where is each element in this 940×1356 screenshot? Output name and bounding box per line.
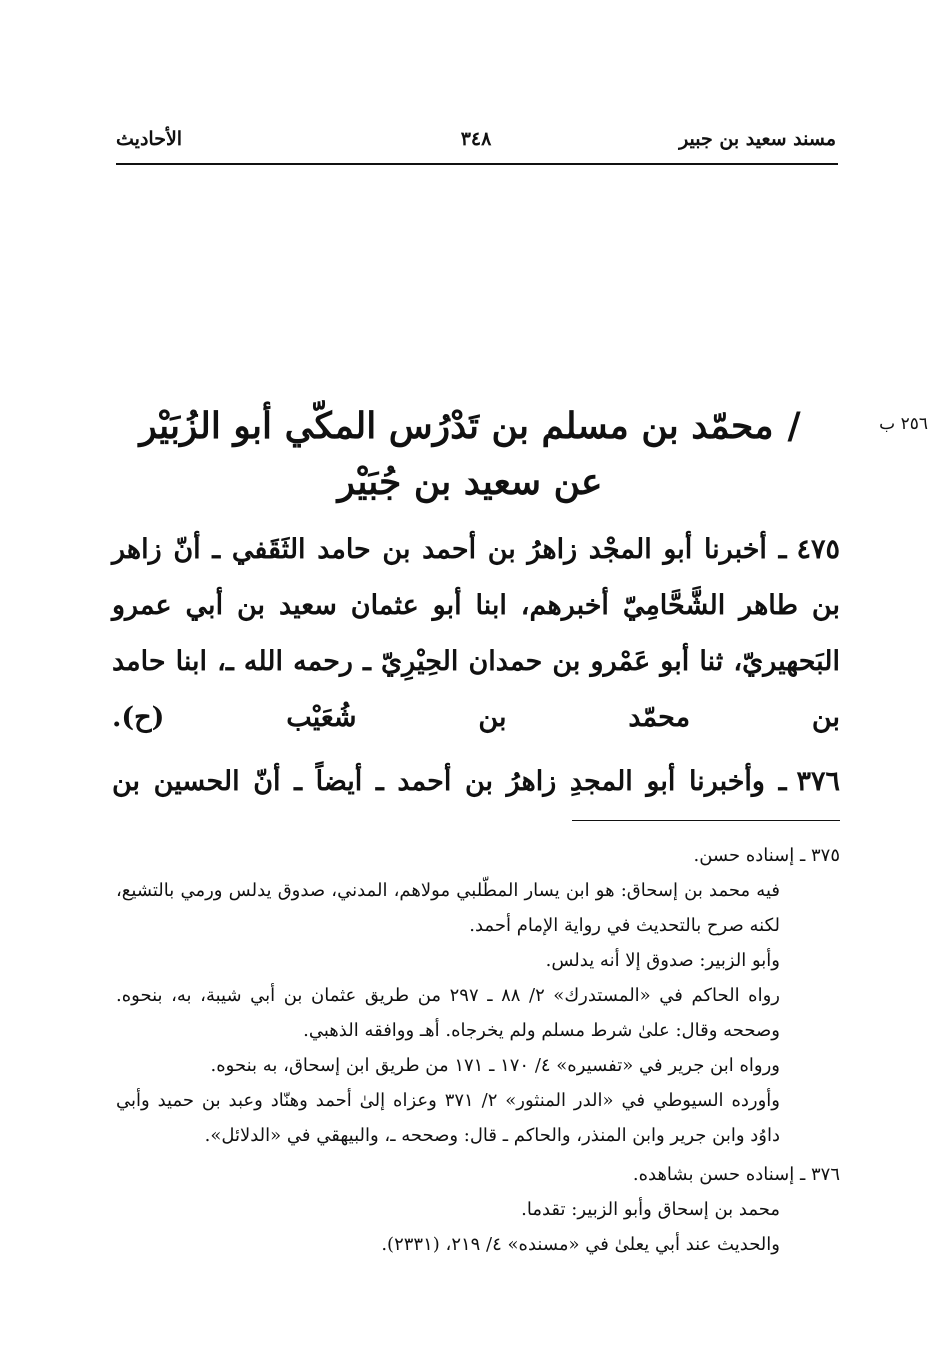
footnotes [116,838,840,1266]
footnote-separator [572,820,840,821]
hadith-text: ـ وأخبرنا أبو المجدِ زاهرُ بن أحمد ـ أيضاً ـ أنّ الحسين بن [112,766,787,797]
title-slash: / [787,405,801,447]
book-title: مسند سعيد بن جبير [679,128,836,150]
hadith-paragraph [112,522,840,746]
chapter-title [130,398,810,510]
hadith-number: ٤٧٥ [796,534,840,565]
hadith-paragraph [112,754,840,810]
chapter-title-line-2: عن سعيد بن جُبَيْر [337,461,603,503]
footnote-line: وأبو الزبير: صدوق إلا أنه يدلس. [545,950,780,971]
hadith-number: ٣٧٦ [796,766,840,797]
main-text [112,522,840,818]
hadith-text: ـ أخبرنا أبو المجْد زاهرُ بن أحمد بن حامد الثَقَفي ـ أنّ زاهر بن طاهر الشَّحَّامِيّ أخبرهم، ابنا أبو عثمان سعيد بن أبي عمرو البَحهيريّ، ثنا أبو عَمْرو بن حمدان الحِيْرِيّ ـ رحمه الله ـ، ابنا حامد بن محمّد بن شُعَيْب (ح). [112,534,840,733]
page-number: ٣٤٨ [460,128,492,150]
footnote-line: وأورده السيوطي في «الدر المنثور» ٢/ ٣٧١ وعزاه إلىٰ أحمد وهنّاد وعبد بن حميد وأبي داوُد وابن جرير وابن المنذر، والحاكم ـ قال: وصححه ـ، والبيهقي في «الدلائل». [116,1090,780,1146]
footnote-375 [116,838,840,1153]
footnote-line: محمد بن إسحاق وأبو الزبير: تقدما. [521,1199,780,1220]
footnote-line: فيه محمد بن إسحاق: هو ابن يسار المطّلبي مولاهم، المدني، صدوق يدلس ورمي بالتشيع، لكنه صرح بالتحديث في رواية الإمام أحمد. [116,880,780,936]
footnote-line: والحديث عند أبي يعلىٰ في «مسنده» ٤/ ٢١٩، (٢٣٣١). [381,1234,780,1255]
footnote-line: ورواه ابن جرير في «تفسيره» ٤/ ١٧٠ ـ ١٧١ من طريق ابن إسحاق، به بنحوه. [210,1055,780,1076]
section-title: الأحاديث [116,128,183,150]
footnote-heading: ٣٧٥ ـ إسناده حسن. [693,845,840,866]
chapter-title-line-1 [130,398,810,454]
chapter-title-text-1: محمّد بن مسلم بن تَدْرُس المكّي أبو الزُبَيْر [139,405,774,447]
footnote-line: رواه الحاكم في «المستدرك» ٢/ ٨٨ ـ ٢٩٧ من طريق عثمان بن أبي شيبة، به، بنحوه. وصححه وقال: علىٰ شرط مسلم ولم يخرجاه. أهـ ووافقه الذهبي. [116,985,780,1041]
header-rule [116,163,838,165]
page-header [116,128,836,158]
footnote-heading: ٣٧٦ ـ إسناده حسن بشاهده. [632,1164,840,1185]
margin-reference: ٢٥٦ ب [879,414,928,434]
footnote-376 [116,1157,840,1262]
